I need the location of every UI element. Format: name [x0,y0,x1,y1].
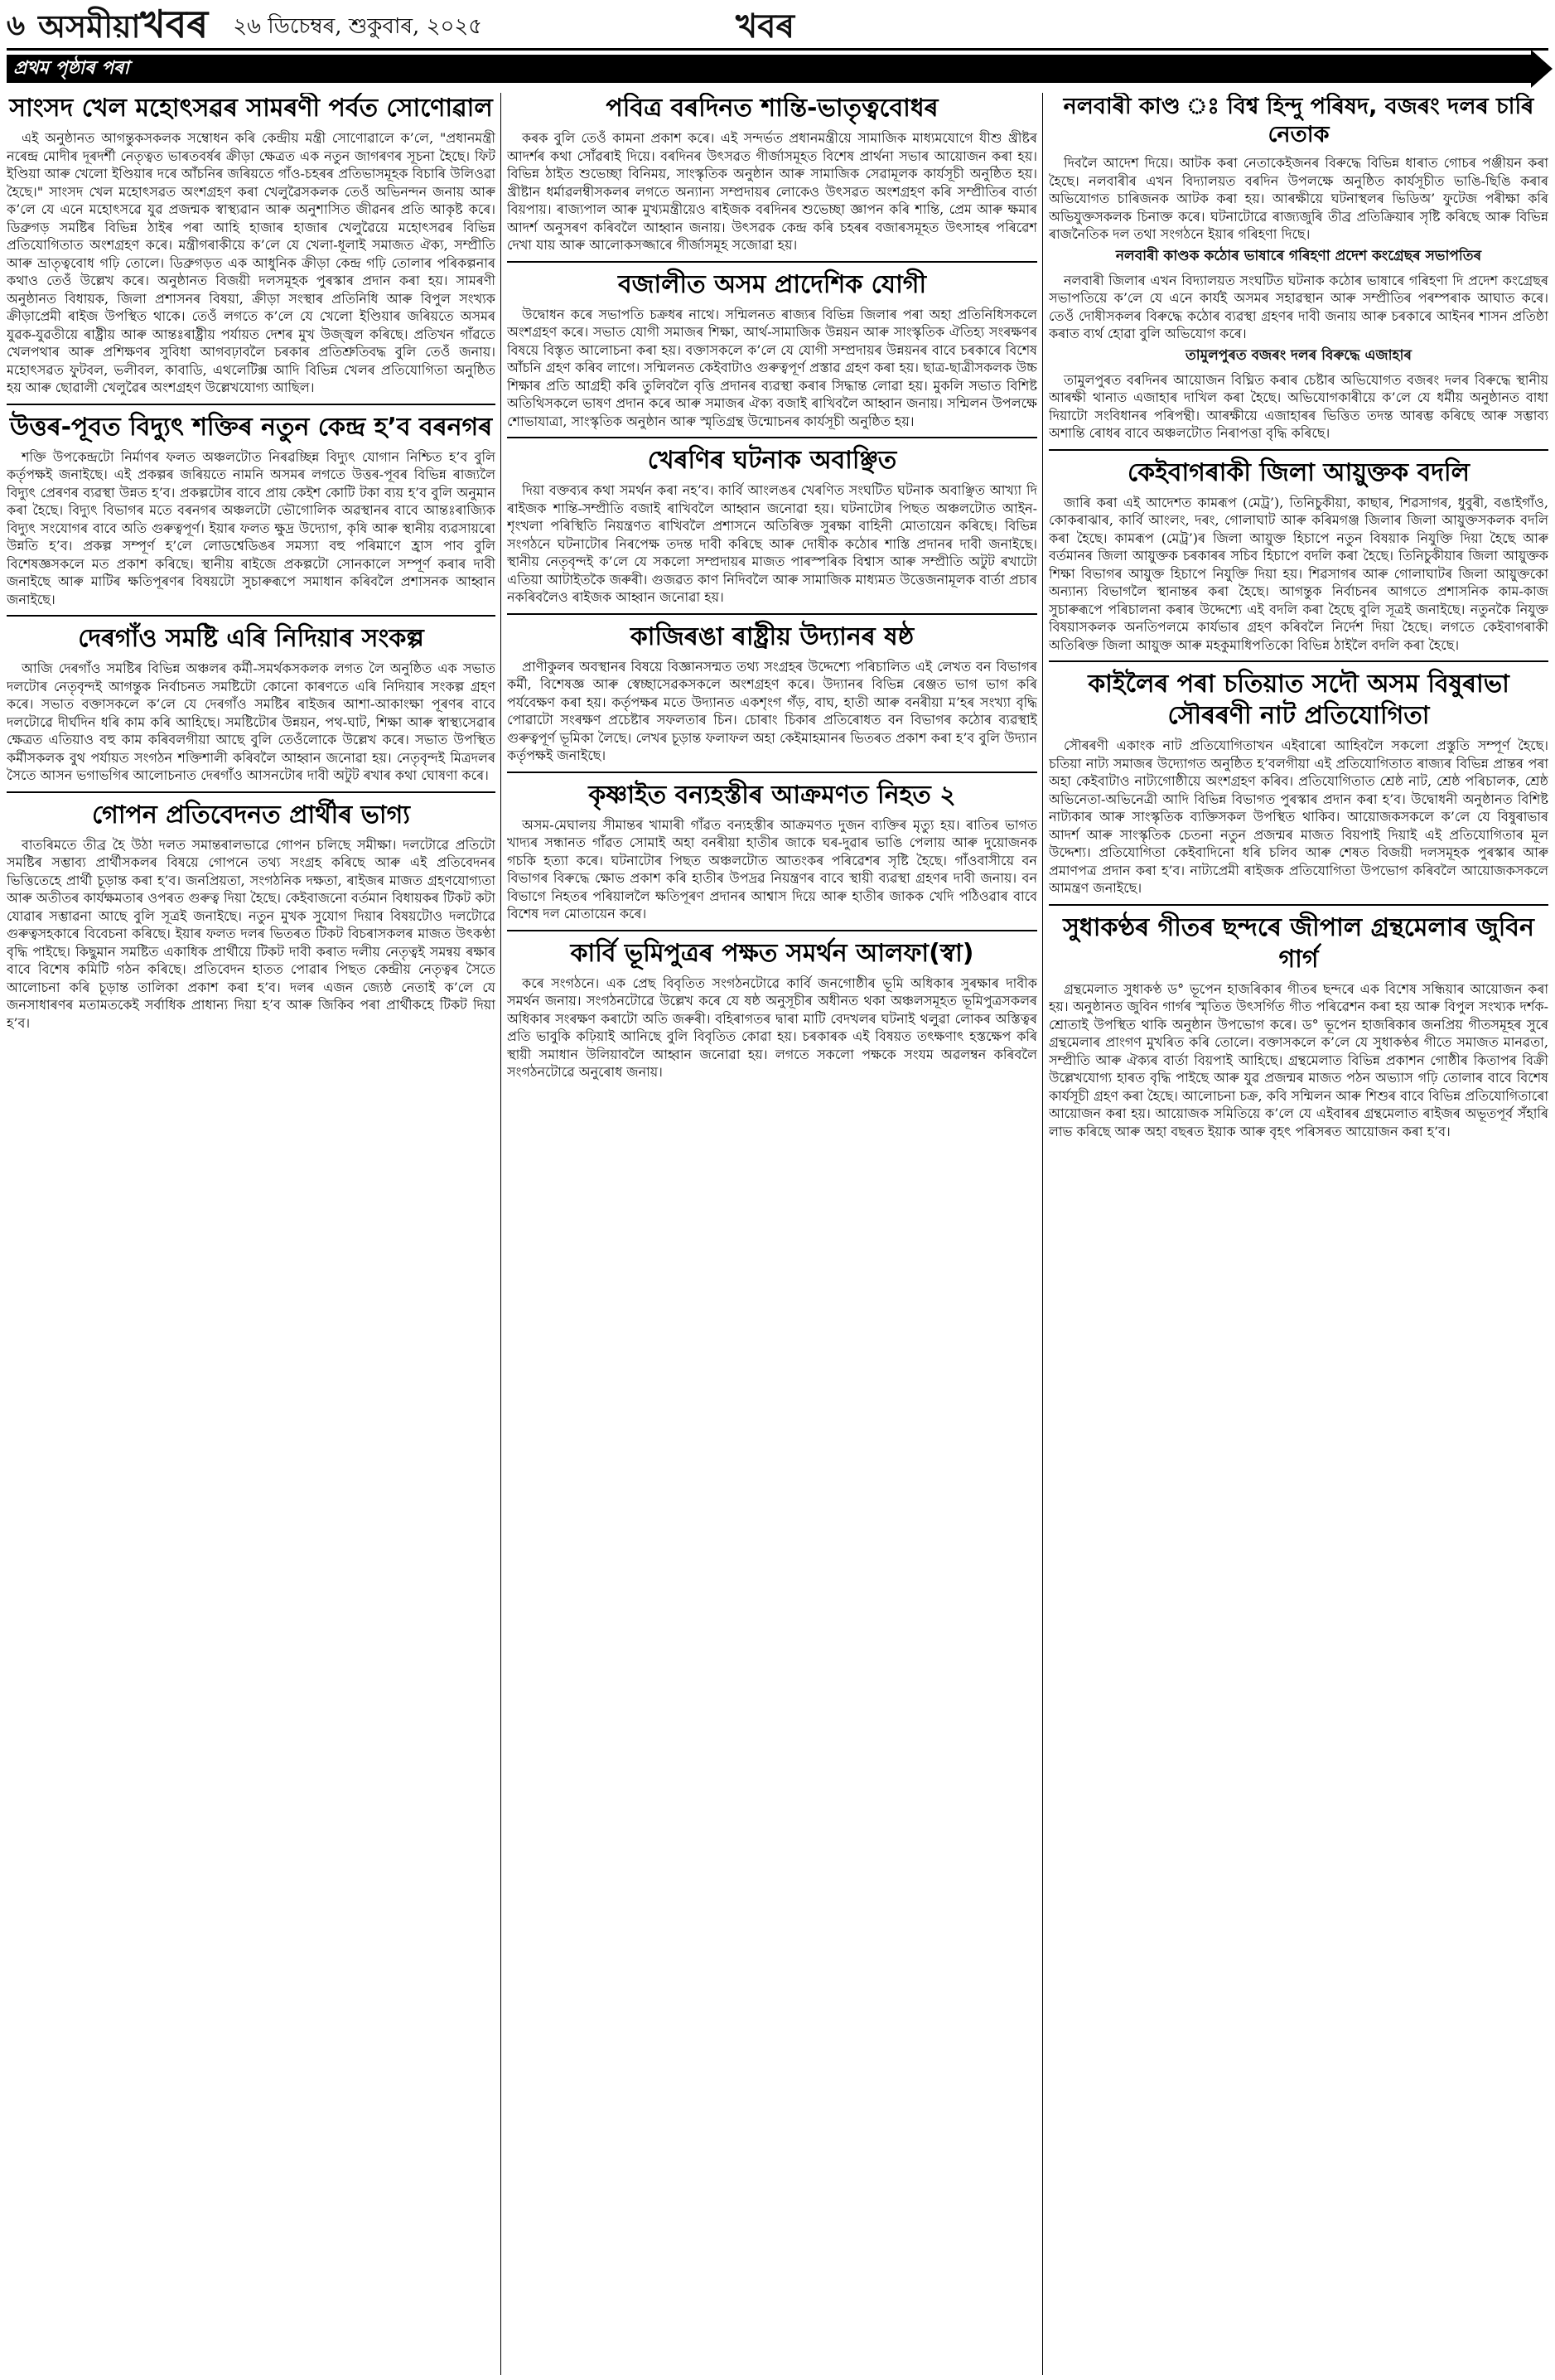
article-krishnai [507,780,1037,923]
continuation-label: প্ৰথম পৃষ্ঠাৰ পৰা [13,56,129,79]
newspaper-name-suffix: খবৰ [140,2,209,46]
article-nalbari [1049,93,1548,443]
divider [507,613,1037,615]
article-body: গ্ৰন্থমেলাত সুধাকণ্ঠ ড° ভূপেন হাজৰিকাৰ গীতৰ ছন্দৰে এক বিশেষ সন্ধিয়াৰ আয়োজন কৰা হয়। অনুষ্ঠানত জুবিন গাৰ্গৰ স্মৃতিত উৎসৰ্গিত গীত পৰিৱেশন কৰা হয় আৰু বিপুল সংখ্যক দৰ্শক-শ্ৰোতাই উপস্থিত থাকি অনুষ্ঠান উপভোগ কৰে। ড° ভূপেন হাজৰিকাৰ জনপ্ৰিয় গীতসমূহৰ সুৰে গ্ৰন্থমেলাৰ প্ৰাংগণ মুখৰিত কৰি তোলে। বক্তাসকলে ক’লে যে সুধাকণ্ঠৰ গীতে সমাজত মানৱতা, সম্প্ৰীতি আৰু ঐক্যৰ বাৰ্তা বিয়পাই আহিছে। গ্ৰন্থমেলাত বিভিন্ন প্ৰকাশন গোষ্ঠীৰ কিতাপৰ বিক্ৰী উল্লেখযোগ্য হাৰত বৃদ্ধি পাইছে আৰু যুৱ প্ৰজন্মৰ মাজত পঠন অভ্যাস গঢ়ি তোলাৰ বাবে বিশেষ কাৰ্যসূচী গ্ৰহণ কৰা হৈছে। আলোচনা চক্ৰ, কবি সন্মিলন আৰু শিশুৰ বাবে বিভিন্ন প্ৰতিযোগিতাৰো আয়োজন কৰা হয়। আয়োজক সমিতিয়ে ক’লে যে এইবাৰৰ গ্ৰন্থমেলাত ৰাইজৰ অভূতপূৰ্ব সঁহাৰি লাভ কৰিছে আৰু অহা বছৰত ইয়াক আৰু বৃহৎ পৰিসৰত আয়োজন কৰা হ’ব। [1049,980,1548,1139]
article-body: দিয়া বক্তব্যৰ কথা সমৰ্থন কৰা নহ’ব। কাৰ্বি আংলঙৰ খেৰণিত সংঘটিত ঘটনাক অবাঞ্ছিত আখ্যা দি ৰাইজক শান্তি-সম্প্ৰীতি বজাই ৰাখিবলৈ আহ্বান জনোৱা হয়। ঘটনাটোৰ পিছত অঞ্চলটোত আইন-শৃংখলা পৰিস্থিতি নিয়ন্ত্ৰণত ৰাখিবলৈ প্ৰশাসনে অতিৰিক্ত সুৰক্ষা বাহিনী মোতায়েন কৰিছে। বিভিন্ন সংগঠনে ঘটনাটোৰ নিৰপেক্ষ তদন্ত দাবী কৰিছে আৰু দোষীক কঠোৰ শাস্তি প্ৰদানৰ দাবী জনাইছে। স্থানীয় নেতৃবৃন্দই ক’লে যে সকলো সম্প্ৰদায়ৰ মাজত পাৰস্পৰিক বিশ্বাস আৰু সম্প্ৰীতি অটুট ৰখাটো এতিয়া আটাইতকৈ জৰুৰী। গুজৱত কাণ নিদিবলৈ আৰু সামাজিক মাধ্যমত উত্তেজনামূলক বাৰ্তা প্ৰচাৰ নকৰিবলৈও ৰাইজক আহ্বান জনোৱা হয়। [507,482,1037,605]
column-right [1049,93,1548,2375]
article-kherani [507,445,1037,607]
divider [1049,449,1548,451]
article-headline: কাইলৈৰ পৰা চতিয়াত সদৌ অসম বিষুৰাভা সৌৰৰণী নাট প্ৰতিযোগিতা [1088,670,1509,730]
divider [7,615,495,617]
article-khel-mahotsav [7,93,495,397]
article-sub-body: তামুলপুৰত বৰদিনৰ আয়োজন বিঘ্নিত কৰাৰ চেষ্টাৰ অভিযোগত বজৰং দলৰ বিৰুদ্ধে স্থানীয় আৰক্ষী থানাত এজাহাৰ দাখিল কৰা হৈছে। অভিযোগকাৰীয়ে ক’লে যে ধৰ্মীয় অনুষ্ঠানত বাধা দিয়াটো সংবিধানৰ পৰিপন্থী। আৰক্ষীয়ে এজাহাৰৰ ভিত্তিত তদন্ত আৰম্ভ কৰিছে আৰু সম্ভাব্য অশান্তি ৰোধৰ বাবে অঞ্চলটোত নিৰাপত্তা বৃদ্ধি কৰিছে। [1049,371,1548,441]
article-body: উদ্বোধন কৰে সভাপতি চক্ৰধৰ নাথে। সন্মিলনত ৰাজ্যৰ বিভিন্ন জিলাৰ পৰা অহা প্ৰতিনিধিসকলে অংশগ্ৰহণ কৰে। সভাত যোগী সমাজৰ শিক্ষা, আৰ্থ-সামাজিক উন্নয়ন আৰু সাংস্কৃতিক ঐতিহ্য সংৰক্ষণৰ বিষয়ে বিস্তৃত আলোচনা কৰা হয়। বক্তাসকলে ক’লে যে যোগী সম্প্ৰদায়ৰ উন্নয়নৰ বাবে চৰকাৰে বিশেষ আঁচনি গ্ৰহণ কৰিব লাগে। সন্মিলনত কেইবাটাও গুৰুত্বপূৰ্ণ প্ৰস্তাৱ গ্ৰহণ কৰা হয়। ছাত্ৰ-ছাত্ৰীসকলক উচ্চ শিক্ষাৰ প্ৰতি আগ্ৰহী কৰি তুলিবলৈ বৃত্তি প্ৰদানৰ ব্যৱস্থা কৰাৰ সিদ্ধান্ত লোৱা হয়। মুকলি সভাত বিশিষ্ট অতিথিসকলে ভাষণ প্ৰদান কৰে আৰু সমাজৰ ঐক্য বজাই ৰাখিবলৈ আহ্বান জনায়। সন্মিলন উপলক্ষে শোভাযাত্ৰা, সাংস্কৃতিক অনুষ্ঠান আৰু স্মৃতিগ্ৰন্থ উন্মোচনৰ কাৰ্যসূচী অনুষ্ঠিত হয়। [507,306,1037,429]
article-headline: সুধাকণ্ঠৰ গীতৰ ছন্দৰে জীপাল গ্ৰন্থমেলাৰ জুবিন গাৰ্গ [1063,912,1534,974]
newspaper-name [38,0,208,59]
article-dergaon [7,623,495,785]
newspaper-name-prefix: অসমীয়া [38,7,141,45]
article-headline: কাজিৰঙা ৰাষ্ট্ৰীয় উদ্যানৰ ষষ্ঠ [630,622,915,651]
article-sub-body: নলবাৰী জিলাৰ এখন বিদ্যালয়ত সংঘটিত ঘটনাক কঠোৰ ভাষাৰে গৰিহণা দি প্ৰদেশ কংগ্ৰেছৰ সভাপতিয়ে ক’লে যে এনে কাৰ্যই অসমৰ সহাৱস্থান আৰু সম্প্ৰীতিৰ পৰম্পৰাক আঘাত কৰে। তেওঁ দোষীসকলৰ বিৰুদ্ধে কঠোৰ ব্যৱস্থা গ্ৰহণৰ দাবী জনায় আৰু চৰকাৰে আইনৰ শাসন প্ৰতিষ্ঠা কৰাত ব্যৰ্থ হোৱা বুলি অভিযোগ কৰে। [1049,272,1548,341]
column-divider [1042,93,1043,2375]
article-body: কৰক বুলি তেওঁ কামনা প্ৰকাশ কৰে। এই সন্দৰ্ভত প্ৰধানমন্ত্ৰীয়ে সামাজিক মাধ্যমযোগে যীশু খ্ৰীষ্টৰ আদৰ্শৰ কথা সোঁৱৰাই দিয়ে। বৰদিনৰ উৎসৱত গীৰ্জাসমূহত বিশেষ প্ৰাৰ্থনা সভাৰ আয়োজন কৰা হয়। বিভিন্ন ঠাইত শুভেচ্ছা বিনিময়, সাংস্কৃতিক অনুষ্ঠান আৰু সামাজিক সেৱামূলক কাৰ্যসূচী অনুষ্ঠিত হয়। খ্ৰীষ্টান ধৰ্মাৱলম্বীসকলৰ লগতে অন্যান্য সম্প্ৰদায়ৰ লোকেও উৎসৱত অংশগ্ৰহণ কৰি সম্প্ৰীতিৰ বাৰ্তা বিয়পায়। ৰাজ্যপাল আৰু মুখ্যমন্ত্ৰীয়েও ৰাইজক বৰদিনৰ শুভেচ্ছা জ্ঞাপন কৰি শান্তি, প্ৰেম আৰু ক্ষমাৰ আদৰ্শ অনুসৰণ কৰিবলৈ আহ্বান জনায়। উৎসৱক কেন্দ্ৰ কৰি চহৰৰ বজাৰসমূহত উৎসাহৰ পৰিৱেশ দেখা যায় আৰু আলোকসজ্জাৰে গীৰ্জাসমূহ সজোৱা হয়। [507,130,1037,253]
section-title: খবৰ [736,6,795,46]
article-headline: উত্তৰ-পূবত বিদ্যুৎ শক্তিৰ নতুন কেন্দ্ৰ হ’ব বৰনগৰ [9,412,493,442]
article-bidyut-shakti [7,412,495,609]
article-gopan-pratibedan [7,800,495,1033]
divider [507,772,1037,773]
column-middle [507,93,1037,2375]
article-body: এই অনুষ্ঠানত আগন্তুকসকলক সম্বোধন কৰি কেন্দ্ৰীয় মন্ত্ৰী সোণোৱালে ক’লে, "প্ৰধানমন্ত্ৰী নৰেন্দ্ৰ মোদীৰ দূৰদৰ্শী নেতৃত্বত ভাৰতবৰ্ষৰ ক্ৰীড়া ক্ষেত্ৰত এক নতুন জাগৰণৰ সূচনা হৈছে। ফিট ইণ্ডিয়া আৰু খেলো ইণ্ডিয়াৰ দৰে আঁচনিৰ জৰিয়তে গাঁও-চহৰৰ প্ৰতিভাসমূহক বিচাৰি উলিওৱা হৈছে।" সাংসদ খেল মহোৎসৱত অংশগ্ৰহণ কৰা খেলুৱৈসকলক তেওঁ অভিনন্দন জনায় আৰু ক’লে যে এনে মহোৎসৱে যুৱ প্ৰজন্মক স্বাস্থ্যৱান আৰু অনুশাসিত জীৱনৰ প্ৰতি আকৃষ্ট কৰে। ডিব্ৰুগড় সমষ্টিৰ বিভিন্ন ঠাইৰ পৰা আহি হাজাৰ হাজাৰ খেলুৱৈয়ে মহোৎসৱৰ বিভিন্ন প্ৰতিযোগিতাত অংশগ্ৰহণ কৰে। মন্ত্ৰীগৰাকীয়ে ক’লে যে খেলা-ধূলাই সমাজত ঐক্য, সম্প্ৰীতি আৰু ভ্ৰাতৃত্ববোধ গঢ়ি তোলে। ডিব্ৰুগড়ত এক আধুনিক ক্ৰীড়া কেন্দ্ৰ গঢ়ি তোলাৰ পৰিকল্পনাৰ কথাও তেওঁ উল্লেখ কৰে। অনুষ্ঠানত বিজয়ী দলসমূহক পুৰস্কাৰ প্ৰদান কৰা হয়। সামৰণী অনুষ্ঠানত বিধায়ক, জিলা প্ৰশাসনৰ বিষয়া, ক্ৰীড়া সংস্থাৰ প্ৰতিনিধি আৰু বিপুল সংখ্যক ক্ৰীড়াপ্ৰেমী ৰাইজ উপস্থিত থাকে। তেওঁ লগতে ক’লে যে খেলো ইণ্ডিয়াৰ জৰিয়তে অসমৰ যুৱক-যুৱতীয়ে ৰাষ্ট্ৰীয় আৰু আন্তঃৰাষ্ট্ৰীয় পৰ্যায়ত দেশৰ মুখ উজ্জ্বল কৰিছে। প্ৰতিখন গাঁৱতে খেলপথাৰ আৰু প্ৰশিক্ষণৰ সুবিধা আগবঢ়াবলৈ চৰকাৰ প্ৰতিশ্ৰুতিবদ্ধ বুলি তেওঁ জনায়। মহোৎসৱত ফুটবল, ভলীবল, কাবাডি, এথলেটিক্স আদি বিভিন্ন খেলৰ প্ৰতিযোগিতা অনুষ্ঠিত হয় আৰু ছোৱালী খেলুৱৈৰ অংশগ্ৰহণ উল্লেখযোগ্য আছিল। [7,130,495,395]
article-body: জাৰি কৰা এই আদেশত কামৰূপ (মেট্ৰ’), তিনিচুকীয়া, কাছাৰ, শিৱসাগৰ, ধুবুৰী, বঙাইগাঁও, কোকৰাঝাৰ, কাৰ্বি আংলং, দৰং, গোলাঘাট আৰু কৰিমগঞ্জ জিলাৰ জিলা আয়ুক্তসকলক বদলি কৰা হৈছে। কামৰূপ (মেট্ৰ’)ৰ জিলা আয়ুক্ত হিচাপে নতুন বিষয়াক নিযুক্তি দিয়া হৈছে আৰু বৰ্তমানৰ জিলা আয়ুক্তক চৰকাৰৰ সচিব হিচাপে বদলি কৰা হৈছে। তিনিচুকীয়াৰ জিলা আয়ুক্তক শিক্ষা বিভাগৰ আয়ুক্ত হিচাপে নিযুক্তি দিয়া হয়। শিৱসাগৰ আৰু গোলাঘাটৰ জিলা আয়ুক্তকো অন্যান্য বিভাগলৈ স্থানান্তৰ কৰা হৈছে। আগন্তুক নিৰ্বাচনৰ আগতে প্ৰশাসনিক কাম-কাজ সুচাৰুৰূপে পৰিচালনা কৰাৰ উদ্দেশ্যে এই বদলি কৰা হৈছে বুলি সূত্ৰই জনাইছে। নতুনকৈ নিযুক্ত বিষয়াসকলক অনতিপলমে কাৰ্যভাৰ গ্ৰহণ কৰিবলৈ নিৰ্দেশ দিয়া হৈছে। লগতে কেইবাগৰাকী অতিৰিক্ত জিলা আয়ুক্ত আৰু মহকুমাধিপতিকো বিভিন্ন ঠাইলৈ বদলি কৰা হৈছে। [1049,494,1548,653]
divider [1049,660,1548,662]
article-body: কৰে সংগঠনে। এক প্ৰেছ বিবৃতিত সংগঠনটোৱে কাৰ্বি জনগোষ্ঠীৰ ভূমি অধিকাৰ সুৰক্ষাৰ দাবীক সমৰ্থন জনায়। সংগঠনটোৱে উল্লেখ কৰে যে ষষ্ঠ অনুসূচীৰ অধীনত থকা অঞ্চলসমূহত ভূমিপুত্ৰসকলৰ অধিকাৰ সংৰক্ষণ কৰাটো অতি জৰুৰী। বহিৰাগতৰ দ্বাৰা মাটি বেদখলৰ ঘটনাই থলুৱা লোকৰ অস্তিত্বৰ প্ৰতি ভাবুকি কঢ়িয়াই আনিছে বুলি বিবৃতিত কোৱা হয়। চৰকাৰক এই বিষয়ত তৎক্ষণাৎ হস্তক্ষেপ কৰি স্থায়ী সমাধান উলিয়াবলৈ আহ্বান জনোৱা হয়। লগতে সকলো পক্ষকে সংযম অৱলম্বন কৰিবলৈ সংগঠনটোৱে অনুৰোধ জনায়। [507,975,1037,1080]
masthead [7,2,1548,51]
article-body: শক্তি উপকেন্দ্ৰটো নিৰ্মাণৰ ফলত অঞ্চলটোত নিৰৱচ্ছিন্ন বিদ্যুৎ যোগান নিশ্চিত হ’ব বুলি কৰ্তৃপক্ষই জনাইছে। এই প্ৰকল্পৰ জৰিয়তে নামনি অসমৰ লগতে উত্তৰ-পূবৰ বিভিন্ন ৰাজ্যলৈ বিদ্যুৎ প্ৰেৰণৰ ব্যৱস্থা উন্নত হ’ব। প্ৰকল্পটোৰ বাবে প্ৰায় কেইশ কোটি টকা ব্যয় হ’ব বুলি অনুমান কৰা হৈছে। বিদ্যুৎ বিভাগৰ মতে বৰনগৰ অঞ্চলটো ভৌগোলিক অৱস্থানৰ বাবে আন্তঃৰাজ্যিক বিদ্যুৎ সংযোগৰ বাবে অতি গুৰুত্বপূৰ্ণ। ইয়াৰ ফলত ক্ষুদ্ৰ উদ্যোগ, কৃষি আৰু স্থানীয় ব্যৱসায়ৰো উন্নতি হ’ব। প্ৰকল্প সম্পূৰ্ণ হ’লে লোডশ্বেডিঙৰ সমস্যা বহু পৰিমাণে হ্ৰাস পাব বুলি বিশেষজ্ঞসকলে মত প্ৰকাশ কৰিছে। স্থানীয় ৰাইজে প্ৰকল্পটো সোনকালে সম্পূৰ্ণ কৰাৰ দাবী জনাইছে আৰু মাটিৰ ক্ষতিপূৰণৰ বিষয়টো সুচাৰুৰূপে সমাধান কৰিবলৈ প্ৰশাসনক আহ্বান জনাইছে। [7,448,495,607]
article-headline: বজালীত অসম প্ৰাদেশিক যোগী [617,269,927,299]
article-headline: গোপন প্ৰতিবেদনত প্ৰাৰ্থীৰ ভাগ্য [92,800,410,830]
article-body: প্ৰাণীকুলৰ অবস্থানৰ বিষয়ে বিজ্ঞানসন্মত তথ্য সংগ্ৰহৰ উদ্দেশ্যে পৰিচালিত এই লেখত বন বিভাগৰ কৰ্মী, বিশেষজ্ঞ আৰু স্বেচ্ছাসেৱকসকলে অংশগ্ৰহণ কৰে। উদ্যানৰ বিভিন্ন ৰেঞ্জত ভাগ ভাগ কৰি পৰ্যবেক্ষণ কৰা হয়। কৰ্তৃপক্ষৰ মতে উদ্যানত একশৃংগ গঁড়, বাঘ, হাতী আৰু বনৰীয়া ম’হৰ সংখ্যা বৃদ্ধি পোৱাটো সংৰক্ষণ প্ৰচেষ্টাৰ সফলতাৰ চিন। চোৰাং চিকাৰ প্ৰতিৰোধত বন বিভাগৰ কঠোৰ ব্যৱস্থাই গুৰুত্বপূৰ্ণ ভূমিকা লৈছে। লেখৰ চূড়ান্ত ফলাফল অহা কেইমাহমানৰ ভিতৰত প্ৰকাশ কৰা হ’ব বুলি উদ্যান কৰ্তৃপক্ষই জনাইছে। [507,658,1037,763]
divider [507,930,1037,931]
page-number: ৬ [7,8,26,42]
article-body: অসম-মেঘালয় সীমান্তৰ খামাৰী গাঁৱত বন্যহস্তীৰ আক্ৰমণত দুজন ব্যক্তিৰ মৃত্যু হয়। ৰাতিৰ ভাগত খাদ্যৰ সন্ধানত গাঁৱত সোমাই অহা বনৰীয়া হাতীৰ জাকে ঘৰ-দুৱাৰ ভাঙি পেলায় আৰু দুয়োজনক গচকি হত্যা কৰে। ঘটনাটোৰ পিছত অঞ্চলটোত আতংকৰ পৰিৱেশৰ সৃষ্টি হৈছে। গাঁওবাসীয়ে বন বিভাগৰ বিৰুদ্ধে ক্ষোভ প্ৰকাশ কৰি হাতীৰ উপদ্ৰৱ নিয়ন্ত্ৰণৰ বাবে স্থায়ী ব্যৱস্থা গ্ৰহণৰ দাবী জনায়। বন বিভাগে নিহতৰ পৰিয়াললৈ ক্ষতিপূৰণ প্ৰদানৰ আশ্বাস দিয়ে আৰু হাতীৰ জাকক খেদি পঠিওৱাৰ বাবে বিশেষ দল মোতায়েন কৰে। [507,816,1037,922]
divider [507,261,1037,263]
article-headline: কাৰ্বি ভূমিপুত্ৰৰ পক্ষত সমৰ্থন আলফা(স্বা) [570,938,974,968]
article-subhead: তামুলপুৰত বজৰং দলৰ বিৰুদ্ধে এজাহাৰ [1186,346,1412,364]
article-headline: সাংসদ খেল মহোৎসৱৰ সামৰণী পৰ্বত সোণোৱাল [9,94,493,123]
article-headline: পবিত্ৰ বৰদিনত শান্তি-ভাতৃত্ববোধৰ [606,94,939,123]
article-body: দিবলৈ আদেশ দিয়ে। আটক কৰা নেতাকেইজনৰ বিৰুদ্ধে বিভিন্ন ধাৰাত গোচৰ পঞ্জীয়ন কৰা হৈছে। নলবাৰীৰ এখন বিদ্যালয়ত বৰদিন উপলক্ষে অনুষ্ঠিত কাৰ্যসূচীত ভাঙি-ছিঙি কৰাৰ অভিযোগত চাৰিজনক আটক কৰা হয়। আৰক্ষীয়ে ঘটনাস্থলৰ ভিডিঅ’ ফুটেজ পৰীক্ষা কৰি অভিযুক্তসকলক চিনাক্ত কৰে। ঘটনাটোৱে ৰাজ্যজুৰি তীব্ৰ প্ৰতিক্ৰিয়াৰ সৃষ্টি কৰিছে আৰু বিভিন্ন ৰাজনৈতিক দল তথা সংগঠনে ইয়াৰ গৰিহণা দিছে। [1049,155,1548,242]
article-headline: দেৰগাঁও সমষ্টি এৰি নিদিয়াৰ সংকল্প [78,624,424,653]
continuation-banner [7,55,1531,83]
divider [1049,904,1548,906]
column-divider [500,93,501,2375]
issue-date: ২৬ ডিচেম্বৰ, শুকুবাৰ, ২০২৫ [233,14,483,39]
article-karbi-bhumiputra [507,938,1037,1081]
article-sudhakantha [1049,912,1548,1141]
article-subhead: নলবাৰী কাণ্ডক কঠোৰ ভাষাৰে গৰিহণা প্ৰদেশ কংগ্ৰেছৰ সভাপতিৰ [1115,247,1482,264]
divider [507,437,1037,438]
article-headline: কৃষ্ণাইত বন্যহস্তীৰ আক্ৰমণত নিহত ২ [588,780,956,810]
article-bajali [507,269,1037,431]
article-headline: নলবাৰী কাণ্ড ঃ বিশ্ব হিন্দু পৰিষদ, বজৰং দলৰ চাৰি নেতাক [1063,94,1534,148]
article-shanti-bhratritwa [507,93,1037,254]
article-jila-ayukta [1049,457,1548,655]
article-body: আজি দেৰগাঁও সমষ্টিৰ বিভিন্ন অঞ্চলৰ কৰ্মী-সমৰ্থকসকলক লগত লৈ অনুষ্ঠিত এক সভাত দলটোৰ নেতৃবৃন্দই আগন্তুক নিৰ্বাচনত সমষ্টিটো কোনো কাৰণতে এৰি নিদিয়াৰ সংকল্প গ্ৰহণ কৰে। সভাত বক্তাসকলে ক’লে যে দেৰগাঁও সমষ্টিৰ ৰাইজৰ আশা-আকাংক্ষা পূৰণৰ বাবে দলটোৱে দীৰ্ঘদিন ধৰি কাম কৰি আহিছে। সমষ্টিটোৰ উন্নয়ন, পথ-ঘাট, শিক্ষা আৰু স্বাস্থ্যসেৱাৰ ক্ষেত্ৰত এতিয়াও বহু কাম কৰিবলগীয়া আছে বুলি তেওঁলোকে উল্লেখ কৰে। সভাত উপস্থিত কৰ্মীসকলক বুথ পৰ্যায়ত সংগঠন শক্তিশালী কৰিবলৈ আহ্বান জনোৱা হয়। নেতৃবৃন্দই মিত্ৰদলৰ সৈতে আসন ভগাভগিৰ আলোচনাত দেৰগাঁও আসনটোৰ দাবী অটুট ৰখাৰ কথা ঘোষণা কৰে। [7,660,495,783]
column-left [7,93,495,2375]
arrow-icon [1531,50,1553,88]
divider [7,791,495,793]
article-kaziranga [507,622,1037,765]
article-body: বাতৰিমতে তীব্ৰ হৈ উঠা দলত সমান্তৰালভাৱে গোপন চলিছে সমীক্ষা। দলটোৱে প্ৰতিটো সমষ্টিৰ সম্ভাব্য প্ৰাৰ্থীসকলৰ বিষয়ে গোপনে তথ্য সংগ্ৰহ কৰিছে আৰু এই প্ৰতিবেদনৰ ভিত্তিতেহে প্ৰাৰ্থী চূড়ান্ত কৰা হ’ব। জনপ্ৰিয়তা, সংগঠনিক দক্ষতা, ৰাইজৰ মাজত গ্ৰহণযোগ্যতা আৰু অতীতৰ কাৰ্যক্ষমতাৰ ওপৰত গুৰুত্ব দিয়া হৈছে। কেইবাজনো বৰ্তমান বিধায়কৰ টিকট কটা যোৱাৰ সম্ভাৱনা আছে বুলি সূত্ৰই জনাইছে। নতুন মুখক সুযোগ দিয়াৰ বিষয়টোও দলটোৱে গুৰুত্বসহকাৰে বিবেচনা কৰিছে। ইয়াৰ ফলত দলৰ ভিতৰত টিকট বিচৰাসকলৰ মাজত উৎকণ্ঠা বৃদ্ধি পাইছে। কিছুমান সমষ্টিত একাধিক প্ৰাৰ্থীয়ে টিকট দাবী কৰাত দলীয় নেতৃত্বই সমন্বয় ৰক্ষাৰ বাবে বিশেষ কমিটি গঠন কৰিছে। প্ৰতিবেদন হাতত পোৱাৰ পিছত কেন্দ্ৰীয় নেতৃত্বৰ সৈতে আলোচনা কৰি চূড়ান্ত তালিকা প্ৰকাশ কৰা হ’ব। দলৰ এজন জ্যেষ্ঠ নেতাই ক’লে যে জনসাধাৰণৰ মতামতকেই সৰ্বাধিক প্ৰাধান্য দিয়া হ’ব আৰু জিকিব পৰা প্ৰাৰ্থীকহে টিকট দিয়া হ’ব। [7,836,495,1031]
article-body: সৌৰৰণী একাংক নাট প্ৰতিযোগিতাখন এইবাৰো আহিবলৈ সকলো প্ৰস্তুতি সম্পূৰ্ণ হৈছে। চতিয়া নাট্য সমাজৰ উদ্যোগত অনুষ্ঠিত হ’বলগীয়া এই প্ৰতিযোগিতাত ৰাজ্যৰ বিভিন্ন প্ৰান্তৰ পৰা অহা কেইবাটাও নাট্যগোষ্ঠীয়ে অংশগ্ৰহণ কৰিব। প্ৰতিযোগিতাত শ্ৰেষ্ঠ নাট, শ্ৰেষ্ঠ পৰিচালক, শ্ৰেষ্ঠ অভিনেতা-অভিনেত্ৰী আদি বিভিন্ন বিভাগত পুৰস্কাৰ প্ৰদান কৰা হ’ব। উদ্বোধনী অনুষ্ঠানত বিশিষ্ট নাট্যকাৰ আৰু সাংস্কৃতিক ব্যক্তিসকল উপস্থিত থাকিব। আয়োজকসকলে ক’লে যে বিষুৰাভাৰ আদৰ্শ আৰু সাংস্কৃতিক চেতনা নতুন প্ৰজন্মৰ মাজত বিয়পাই দিয়াই এই প্ৰতিযোগিতাৰ মূল উদ্দেশ্য। প্ৰতিযোগিতা কেইবাদিনো ধৰি চলিব আৰু শেষত বিজয়ী দলসমূহক পুৰস্কাৰ আৰু প্ৰমাণপত্ৰ প্ৰদান কৰা হ’ব। নাট্যপ্ৰেমী ৰাইজক প্ৰতিযোগিতা উপভোগ কৰিবলৈ আয়োজকসকলে আমন্ত্ৰণ জনাইছে। [1049,738,1548,896]
divider [7,404,495,405]
article-natya-pratijogita [1049,669,1548,897]
article-headline: কেইবাগৰাকী জিলা আয়ুক্তক বদলি [1128,457,1470,487]
article-headline: খেৰণিৰ ঘটনাক অবাঞ্ছিত [647,446,897,475]
